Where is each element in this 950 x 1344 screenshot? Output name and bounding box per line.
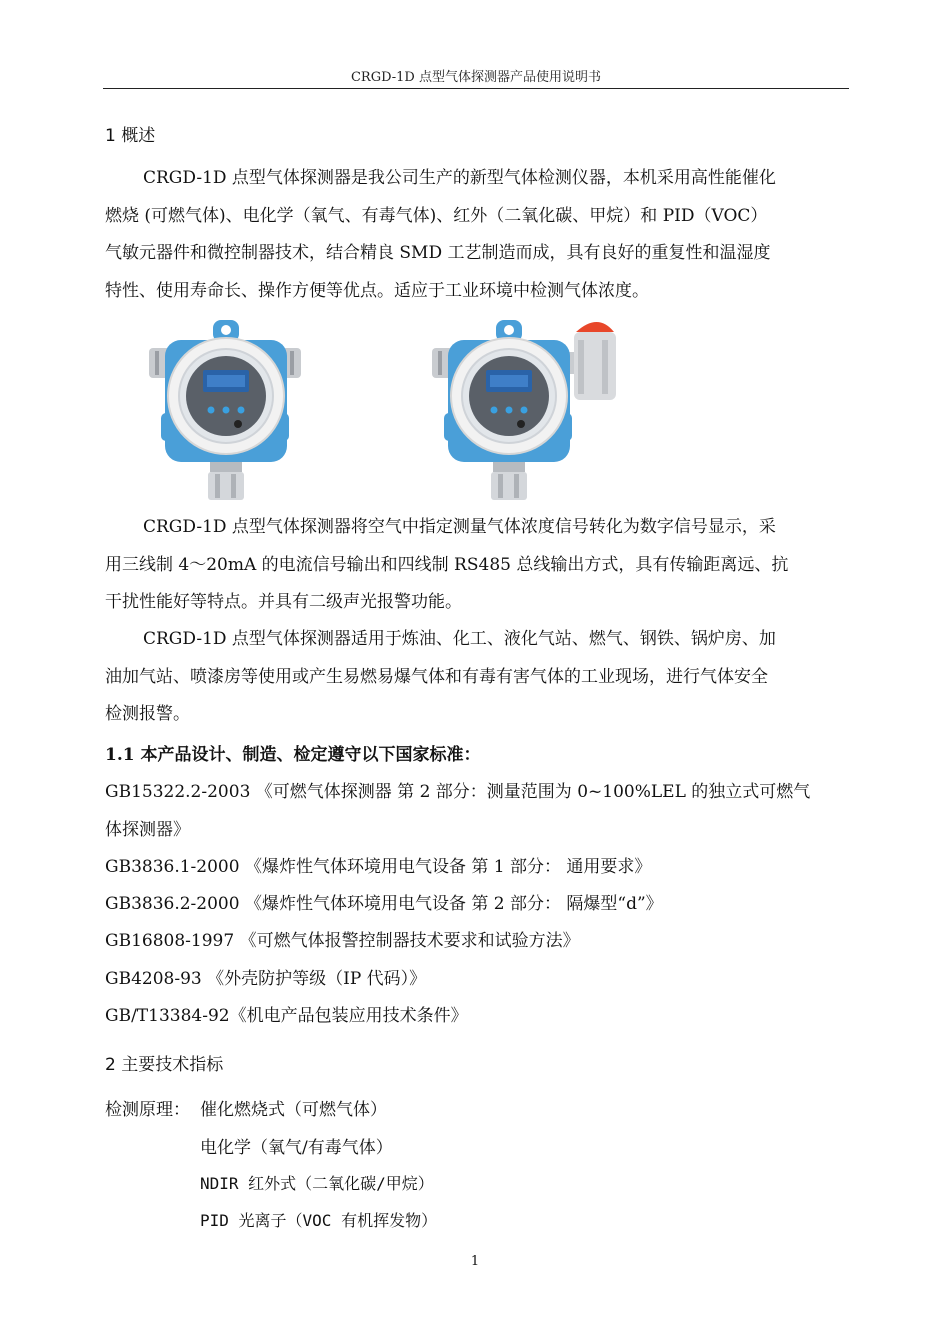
application-line-1: CRGD-1D 点型气体探测器适用于炼油、化工、液化气站、燃气、钢铁、锅炉房、加: [143, 629, 776, 649]
intro-paragraph: [105, 160, 846, 310]
intro-line-1: CRGD-1D 点型气体探测器是我公司生产的新型气体检测仪器，本机采用高性能催化: [143, 168, 776, 188]
signal-paragraph: [105, 509, 846, 622]
header-rule: [103, 88, 849, 89]
principle-item: 电化学（氧气/有毒气体）: [200, 1138, 393, 1158]
section-1-heading: 1 概述: [105, 126, 156, 146]
intro-line-3: 气敏元器件和微控制器技术，结合精良 SMD 工艺制造而成，具有良好的重复性和温湿度: [105, 243, 771, 263]
application-line-3: 检测报警。: [105, 704, 190, 724]
standard-item: GB3836.1-2000 《爆炸性气体环境用电气设备 第 1 部分： 通用要求》: [105, 857, 652, 877]
signal-line-1: CRGD-1D 点型气体探测器将空气中指定测量气体浓度信号转化为数字信号显示，采: [143, 517, 776, 537]
section-2-heading: 2 主要技术指标: [105, 1055, 224, 1075]
standards-heading: 1.1 本产品设计、制造、检定遵守以下国家标准：: [105, 745, 481, 765]
intro-line-4: 特性、使用寿命长、操作方便等优点。适应于工业环境中检测气体浓度。: [105, 280, 649, 301]
principle-item: PID 光离子（VOC 有机挥发物）: [200, 1211, 438, 1230]
principle-item: NDIR 红外式（二氧化碳/甲烷）: [200, 1174, 434, 1193]
intro-line-2: 燃烧 (可燃气体)、电化学（氧气、有毒气体)、红外（二氧化碳、甲烷）和 PID（VOC）: [105, 205, 768, 226]
standard-item: GB15322.2-2003 《可燃气体探测器 第 2 部分：测量范围为 0~100%LEL 的独立式可燃气: [105, 782, 811, 802]
signal-line-2: 用三线制 4～20mA 的电流信号输出和四线制 RS485 总线输出方式，具有传输距离远、抗: [105, 554, 789, 575]
page-number: 1: [470, 1254, 480, 1269]
page-header: CRGD-1D 点型气体探测器产品使用说明书: [350, 70, 601, 85]
principle-item: 催化燃烧式（可燃气体）: [200, 1100, 387, 1120]
application-paragraph: [105, 621, 846, 734]
principle-label: 检测原理：: [105, 1100, 190, 1120]
detector-with-alarm-photo: [428, 318, 618, 503]
signal-line-3: 干扰性能好等特点。并具有二级声光报警功能。: [105, 592, 462, 612]
detector-photo: [145, 318, 305, 503]
standard-item: GB3836.2-2000 《爆炸性气体环境用电气设备 第 2 部分： 隔爆型“d”》: [105, 894, 663, 914]
standard-item: GB16808-1997 《可燃气体报警控制器技术要求和试验方法》: [105, 931, 580, 951]
standard-item: GB/T13384-92《机电产品包装应用技术条件》: [105, 1006, 468, 1026]
application-line-2: 油加气站、喷漆房等使用或产生易燃易爆气体和有毒有害气体的工业现场，进行气体安全: [105, 666, 768, 687]
standard-item: 体探测器》: [105, 820, 190, 840]
standard-item: GB4208-93 《外壳防护等级（IP 代码）》: [105, 969, 427, 989]
